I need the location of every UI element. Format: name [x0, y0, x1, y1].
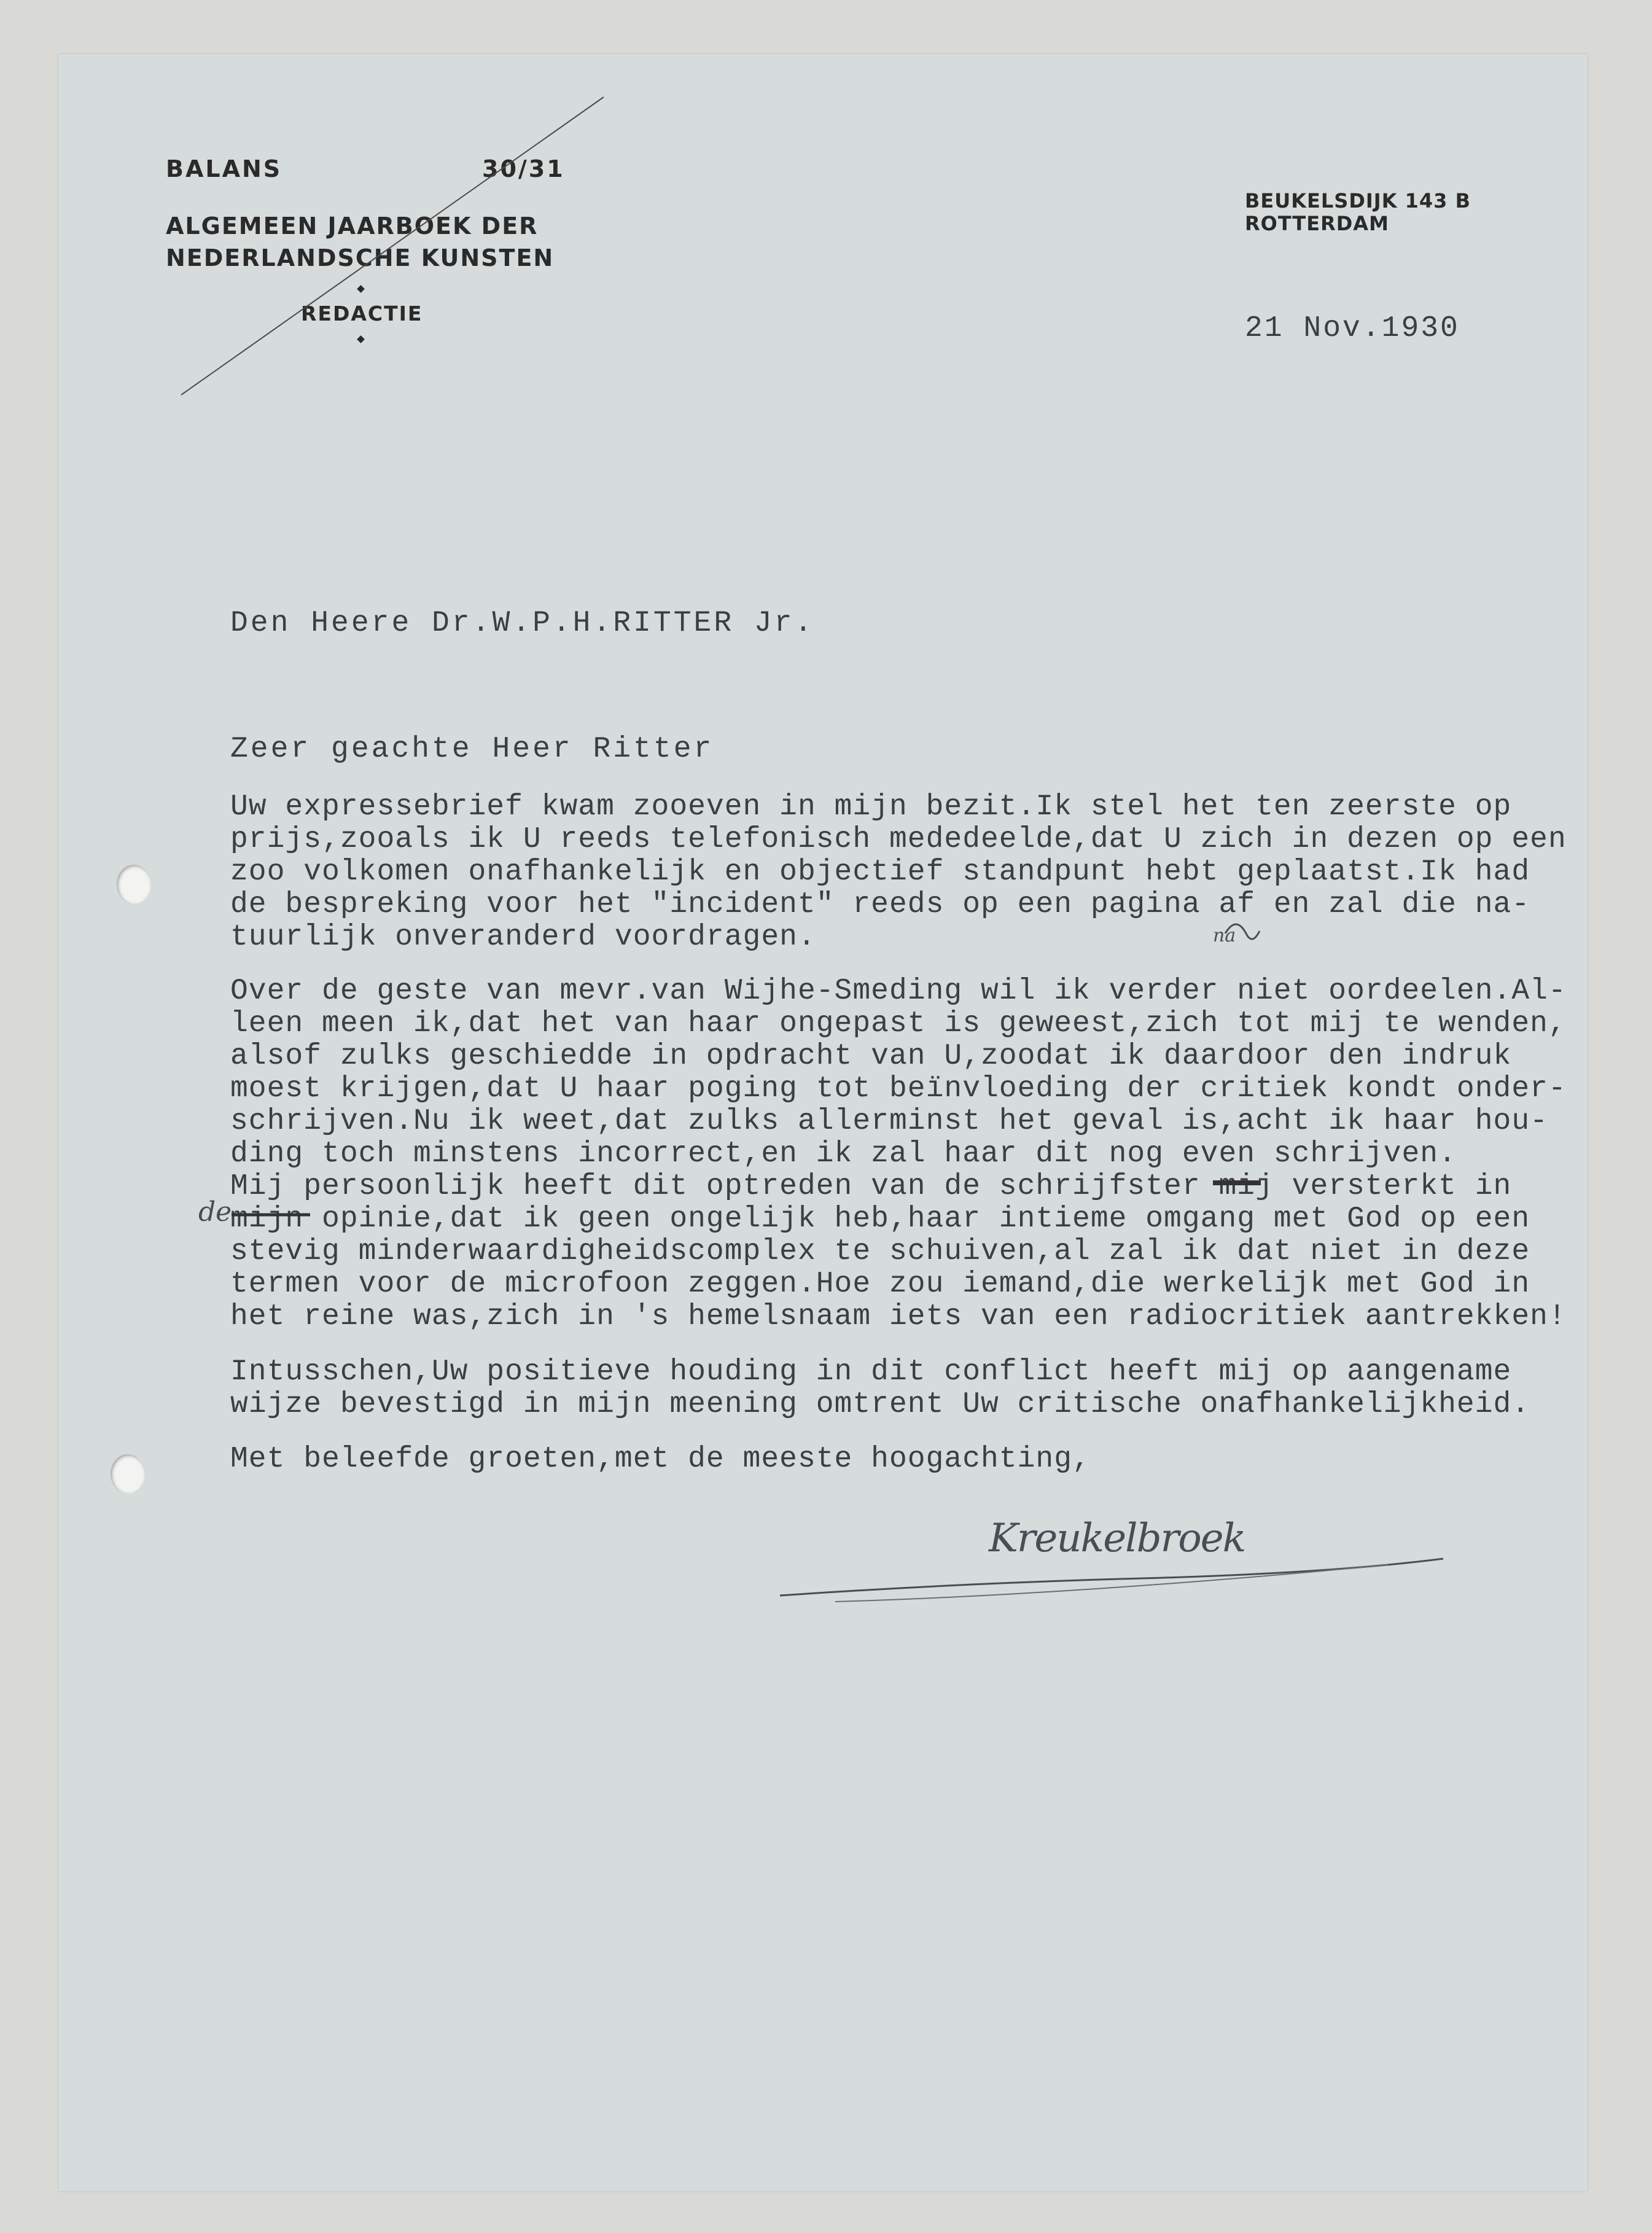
address-street: BEUKELSDIJK 143 B [1245, 189, 1471, 212]
strikeout-marks [58, 54, 1588, 1528]
text-line: zoo volkomen onafhankelijk en objectief standpunt hebt geplaatst.Ik had [230, 855, 1530, 889]
letterhead-subtitle-1: ALGEMEEN JAARBOEK DER [166, 212, 539, 240]
text-line: prijs,zooals ik U reeds telefonisch mededeelde,dat U zich in dezen op een [230, 823, 1567, 856]
issue-number: 30/31 [482, 155, 565, 182]
letter-sheet [58, 54, 1588, 2191]
department-label: REDACTIE [301, 302, 423, 325]
text-line: stevig minderwaardigheidscomplex te schuiven,al zal ik dat niet in deze [230, 1235, 1530, 1268]
signature [774, 1491, 1449, 1608]
text-line: de bespreking voor het "incident" reeds op een pagina af en zal die na- [230, 888, 1530, 921]
text-line: leen meen ik,dat het van haar ongepast is geweest,zich tot mij te wenden, [230, 1007, 1567, 1040]
letterhead-subtitle-2: NEDERLANDSCHE KUNSTEN [166, 244, 555, 271]
recipient-line: Den Heere Dr.W.P.H.RITTER Jr. [230, 607, 815, 640]
signature-text: Kreukelbroek [989, 1516, 1245, 1561]
text-line: schrijven.Nu ik weet,dat zulks allerminst het geval is,acht ik haar hou- [230, 1105, 1548, 1138]
text-line: mijn opinie,dat ik geen ongelijk heb,haar intieme omgang met God op een [230, 1202, 1530, 1236]
salutation: Zeer geachte Heer Ritter [230, 733, 714, 766]
text-line: Uw expressebrief kwam zooeven in mijn bezit.Ik stel het ten zeerste op [230, 790, 1512, 824]
text-line: tuurlijk onveranderd voordragen. [230, 921, 816, 954]
address-city: ROTTERDAM [1245, 212, 1389, 235]
text-line: alsof zulks geschiedde in opdracht van U,zoodat ik daardoor den indruk [230, 1040, 1512, 1073]
text-line: Over de geste van mevr.van Wijhe-Smeding wil ik verder niet oordeelen.Al- [230, 975, 1567, 1008]
text-line: Mij persoonlijk heeft dit optreden van de schrijfster mij versterkt in [230, 1170, 1512, 1203]
text-line: Met beleefde groeten,met de meeste hoogachting, [230, 1443, 1091, 1476]
text-line: Intusschen,Uw positieve houding in dit conflict heeft mij op aangename [230, 1355, 1512, 1389]
letter-date: 21 Nov.1930 [1245, 312, 1460, 345]
inline-handwritten-mark: na [1213, 925, 1236, 946]
journal-name: BALANS [166, 155, 282, 182]
margin-correction: de [198, 1196, 232, 1228]
text-line: termen voor de microfoon zeggen.Hoe zou iemand,die werkelijk met God in [230, 1268, 1530, 1301]
text-line: wijze bevestigd in mijn meening omtrent Uw critische onafhankelijkheid. [230, 1388, 1530, 1421]
text-line: moest krijgen,dat U haar poging tot beïnvloeding der critiek kondt onder- [230, 1072, 1567, 1105]
text-line: ding toch minstens incorrect,en ik zal haar dit nog even schrijven. [230, 1137, 1457, 1171]
text-line: het reine was,zich in 's hemelsnaam iets van een radiocritiek aantrekken! [230, 1300, 1567, 1333]
